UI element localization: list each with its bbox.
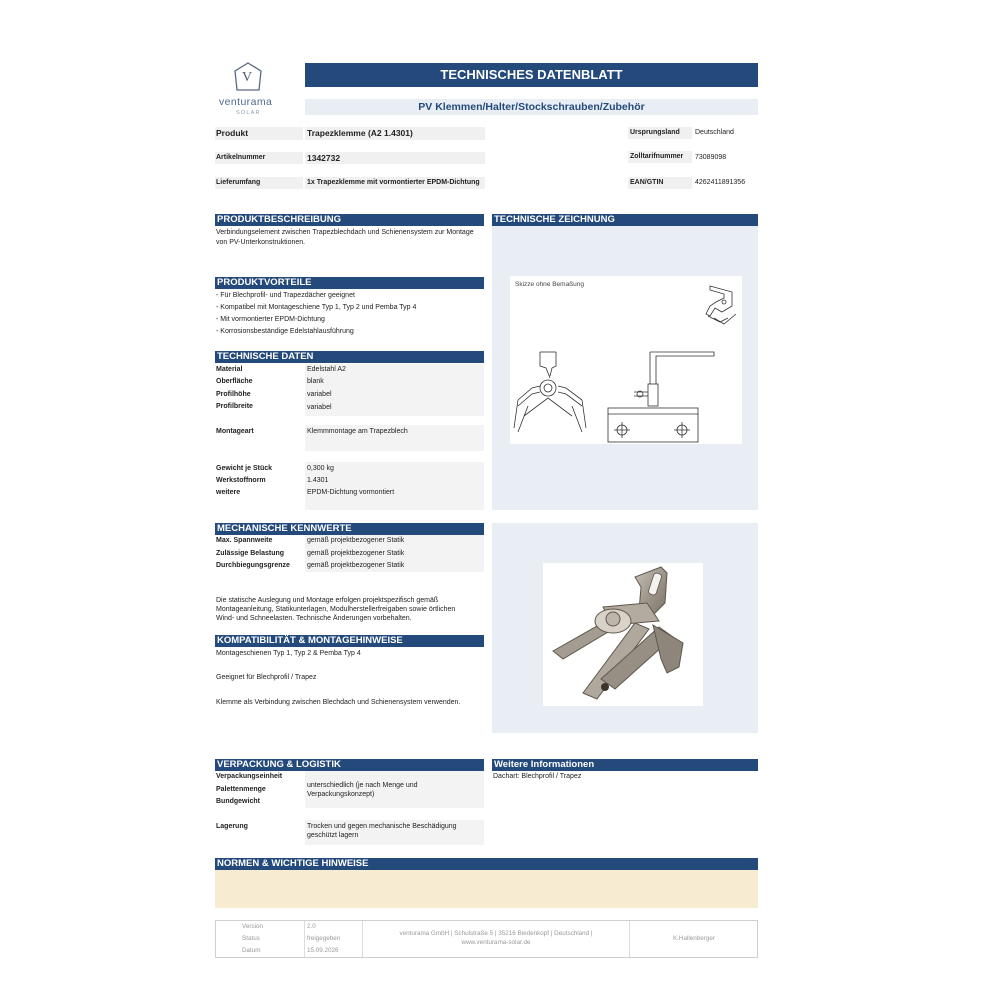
material-label: Material <box>216 366 243 373</box>
logo-letter: V <box>242 70 253 85</box>
section-beschreibung-header: PRODUKTBESCHREIBUNG <box>215 214 484 226</box>
kompatibilitaet-line-1: Montageschienen Typ 1, Typ 2 & Pemba Typ 4 <box>216 650 361 657</box>
oberflaeche-label: Oberfläche <box>216 378 253 385</box>
beschreibung-line-2: von PV-Unterkonstruktionen. <box>216 239 306 246</box>
vorteile-item: - Mit vormontierter EPDM-Dichtung <box>216 316 325 323</box>
footer-address-1: venturama GmbH | Schulstraße 5 | 35216 Biedenkopf | Deutschland | <box>399 930 593 937</box>
clamp-drawing-icon <box>510 276 742 444</box>
ursprung-label: Ursprungsland <box>630 129 680 136</box>
weitere-label: weitere <box>216 489 241 496</box>
section-verpackung-header: VERPACKUNG & LOGISTIK <box>215 759 484 771</box>
kompatibilitaet-line-3: Klemme als Verbindung zwischen Blechdach und Schienensystem verwenden. <box>216 699 461 706</box>
durchbiegung-label: Durchbiegungsgrenze <box>216 562 290 569</box>
technical-drawing <box>510 276 742 444</box>
ursprung-value: Deutschland <box>695 129 734 136</box>
section-weitere-header: Weitere Informationen <box>492 759 758 771</box>
version-value: 2.0 <box>307 923 316 930</box>
artikel-label: Artikelnummer <box>216 154 266 161</box>
logo-name: venturama <box>219 96 273 108</box>
kompatibilitaet-line-2: Geeignet für Blechprofil / Trapez <box>216 674 317 681</box>
palettenmenge-label: Palettenmenge <box>216 786 266 793</box>
status-value: freigegeben <box>307 935 341 942</box>
belastung-label: Zulässige Belastung <box>216 550 285 557</box>
footer-author: K.Hallenberger <box>672 935 715 942</box>
datum-label: Datum <box>242 947 261 954</box>
lagerung-value-2: geschützt lagern <box>307 832 359 839</box>
logo-sub: SOLAR <box>236 110 261 116</box>
produkt-value: Trapezklemme (A2 1.4301) <box>307 128 413 138</box>
logo <box>212 60 282 122</box>
drawing-caption: Skizze ohne Bemaßung <box>515 281 585 288</box>
status-label: Status <box>242 935 260 942</box>
section-technische-daten-header: TECHNISCHE DATEN <box>215 351 484 363</box>
material-value: Edelstahl A2 <box>307 366 346 373</box>
liefer-value: 1x Trapezklemme mit vormontierter EPDM-Dichtung <box>307 179 480 186</box>
weitere-value: EPDM-Dichtung vormontiert <box>307 489 395 496</box>
profilhoehe-label: Profilhöhe <box>216 391 251 398</box>
mechanik-note-2: Montageanleitung, Statikunterlagen, Modulherstellerfreigaben sowie örtlichen <box>216 606 456 613</box>
section-zeichnung-header: TECHNISCHE ZEICHNUNG <box>492 214 758 226</box>
werkstoff-label: Werkstoffnorm <box>216 477 266 484</box>
footer <box>215 920 758 958</box>
section-kompatibilitaet-header: KOMPATIBILITÄT & MONTAGEHINWEISE <box>215 635 484 647</box>
zoll-value: 73089098 <box>695 154 727 161</box>
verpackung-value-2: Verpackungskonzept) <box>307 791 375 798</box>
werkstoff-value: 1.4301 <box>307 477 329 484</box>
mechanik-note-1: Die statische Auslegung und Montage erfolgen projektspezifisch gemäß <box>216 597 439 604</box>
lagerung-label: Lagerung <box>216 823 248 830</box>
lagerung-value-1: Trocken und gegen mechanische Beschädigung <box>307 823 457 830</box>
datum-value: 15.09.2026 <box>307 947 339 954</box>
footer-address-2[interactable]: www.venturama-solar.de <box>461 939 531 946</box>
profilbreite-value: variabel <box>307 404 332 411</box>
belastung-value: gemäß projektbezogener Statik <box>307 550 405 557</box>
gewicht-value: 0,300 kg <box>307 465 334 472</box>
bundgewicht-label: Bundgewicht <box>216 798 260 805</box>
profilhoehe-value: variabel <box>307 391 332 398</box>
normen-panel <box>215 870 758 908</box>
gewicht-label: Gewicht je Stück <box>216 465 273 472</box>
section-mechanik-header: MECHANISCHE KENNWERTE <box>215 523 484 535</box>
verpackung-value-1: unterschiedlich (je nach Menge und <box>307 782 418 789</box>
vorteile-item: - Für Blechprofil- und Trapezdächer geeignet <box>216 292 355 299</box>
page-title: TECHNISCHES DATENBLATT <box>305 63 758 87</box>
version-label: Version <box>242 923 264 930</box>
spannweite-value: gemäß projektbezogener Statik <box>307 537 405 544</box>
mechanik-note-3: Wind- und Schneelasten. Technische Änderungen vorbehalten. <box>216 615 412 622</box>
artikel-value: 1342732 <box>307 153 341 163</box>
zoll-label: Zolltarifnummer <box>630 153 684 160</box>
liefer-label: Lieferumfang <box>216 179 261 186</box>
ean-label: EAN/GTIN <box>630 179 664 186</box>
spannweite-label: Max. Spannweite <box>216 537 273 544</box>
vorteile-item: - Kompatibel mit Montageschiene Typ 1, Typ 2 und Pemba Typ 4 <box>216 304 417 311</box>
vorteile-item: - Korrosionsbeständige Edelstahlausführung <box>216 328 354 335</box>
oberflaeche-value: blank <box>307 378 324 385</box>
montageart-value: Klemmmontage am Trapezblech <box>307 428 408 435</box>
trapezklemme-photo-icon <box>543 563 703 706</box>
ean-value: 4262411891356 <box>695 179 746 186</box>
verpackungseinheit-label: Verpackungseinheit <box>216 773 283 780</box>
weitere-line-1: Dachart: Blechprofil / Trapez <box>493 773 582 780</box>
profilbreite-label: Profilbreite <box>216 403 253 410</box>
montageart-label: Montageart <box>216 428 254 435</box>
page-subtitle: PV Klemmen/Halter/Stockschrauben/Zubehör <box>305 99 758 115</box>
beschreibung-line-1: Verbindungselement zwischen Trapezblechdach und Schienensystem zur Montage <box>216 229 474 236</box>
section-normen-header: NORMEN & WICHTIGE HINWEISE <box>215 858 758 870</box>
durchbiegung-value: gemäß projektbezogener Statik <box>307 562 405 569</box>
product-photo <box>543 563 703 706</box>
section-vorteile-header: PRODUKTVORTEILE <box>215 277 484 289</box>
produkt-label: Produkt <box>216 128 249 138</box>
